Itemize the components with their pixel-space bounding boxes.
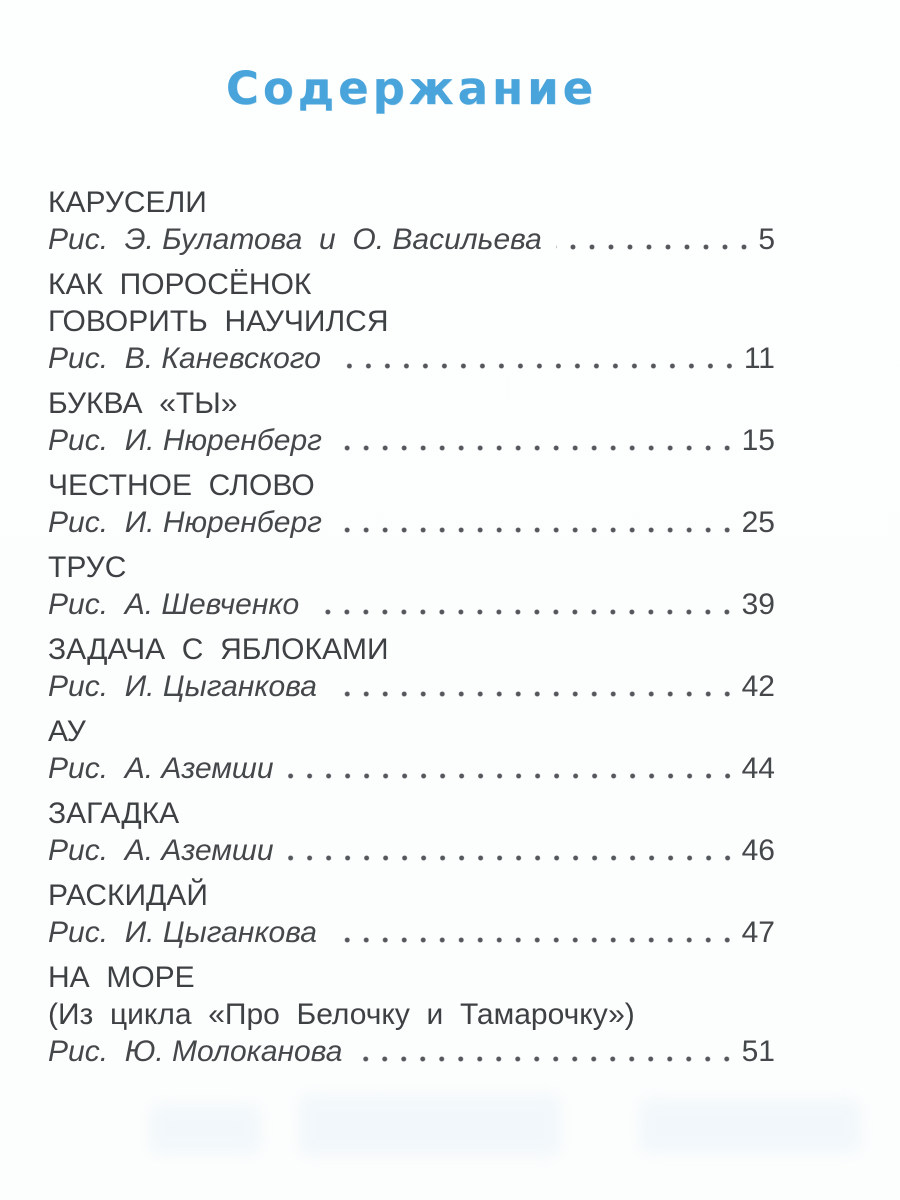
toc-entry-page-number: 39 [741,588,775,621]
toc-entry-title: АУ [48,715,86,748]
toc-entry-illustrator-row [48,586,775,623]
toc-entry [48,795,775,869]
toc-entry-illustrator: Рис. В. Каневского [48,342,321,375]
dot-leader [288,832,737,869]
toc-entry-illustrator-row [48,668,775,705]
dot-leader [356,1033,736,1070]
page-showthrough-artifact [300,1095,560,1155]
toc-entry-illustrator-row [48,221,775,258]
page-showthrough-artifact [150,1105,260,1153]
toc-entry-page-number: 51 [741,1035,775,1068]
toc-entry-title: ТРУС [48,551,127,584]
toc-entry-title: БУКВА «ТЫ» [48,387,238,420]
dot-leader [336,504,737,541]
toc-entry-illustrator-row [48,914,775,951]
page-title: Содержание [225,62,598,115]
toc-entry-title: КАРУСЕЛИ [48,186,207,219]
toc-entry-title: (Из цикла «Про Белочку и Тамарочку») [48,998,635,1031]
dot-leader [331,668,737,705]
dot-leader [335,340,739,377]
toc-entry-illustrator-row [48,832,775,869]
toc-entry-title: НА МОРЕ [48,961,195,994]
toc-entry-page-number: 47 [741,916,775,949]
toc-entry-illustrator-row [48,422,775,459]
toc-entry-title: РАСКИДАЙ [48,879,208,912]
toc-entry-illustrator-row [48,1033,775,1070]
toc-entry-page-number: 42 [741,670,775,703]
toc-entry-illustrator: Рис. И. Нюренберг [48,506,322,539]
table-of-contents [48,184,775,1078]
toc-entry-illustrator: Рис. И. Цыганкова [48,670,317,703]
toc-entry-title: ЗАДАЧА С ЯБЛОКАМИ [48,633,389,666]
toc-entry-illustrator: Рис. А. Аземши [48,834,274,867]
toc-entry-page-number: 15 [741,424,775,457]
toc-entry [48,631,775,705]
toc-entry-page-number: 46 [741,834,775,867]
dot-leader [288,750,737,787]
toc-entry [48,385,775,459]
page-showthrough-artifact [640,1100,860,1152]
toc-entry [48,877,775,951]
toc-entry-illustrator: Рис. Ю. Молоканова [48,1035,343,1068]
toc-entry-title: КАК ПОРОСЁНОК [48,268,312,301]
toc-entry-page-number: 25 [741,506,775,539]
toc-entry [48,549,775,623]
toc-entry-illustrator-row [48,504,775,541]
toc-entry-title: ГОВОРИТЬ НАУЧИЛСЯ [48,305,389,338]
dot-leader [556,221,753,258]
toc-entry [48,959,775,1070]
toc-entry-page-number: 5 [758,223,775,256]
toc-entry [48,467,775,541]
toc-entry-illustrator: Рис. И. Нюренберг [48,424,322,457]
toc-entry-page-number: 11 [743,342,775,375]
toc-entry [48,713,775,787]
toc-entry-illustrator-row [48,340,775,377]
dot-leader [331,914,737,951]
toc-entry [48,266,775,377]
dot-leader [336,422,737,459]
toc-entry-illustrator: Рис. А. Аземши [48,752,274,785]
toc-entry-illustrator-row [48,750,775,787]
toc-entry-title: ЗАГАДКА [48,797,180,830]
dot-leader [313,586,736,623]
toc-entry-illustrator: Рис. А. Шевченко [48,588,300,621]
toc-entry [48,184,775,258]
toc-entry-illustrator: Рис. И. Цыганкова [48,916,317,949]
toc-entry-title: ЧЕСТНОЕ СЛОВО [48,469,315,502]
toc-entry-illustrator: Рис. Э. Булатова и О. Васильева [48,223,542,256]
toc-entry-page-number: 44 [741,752,775,785]
